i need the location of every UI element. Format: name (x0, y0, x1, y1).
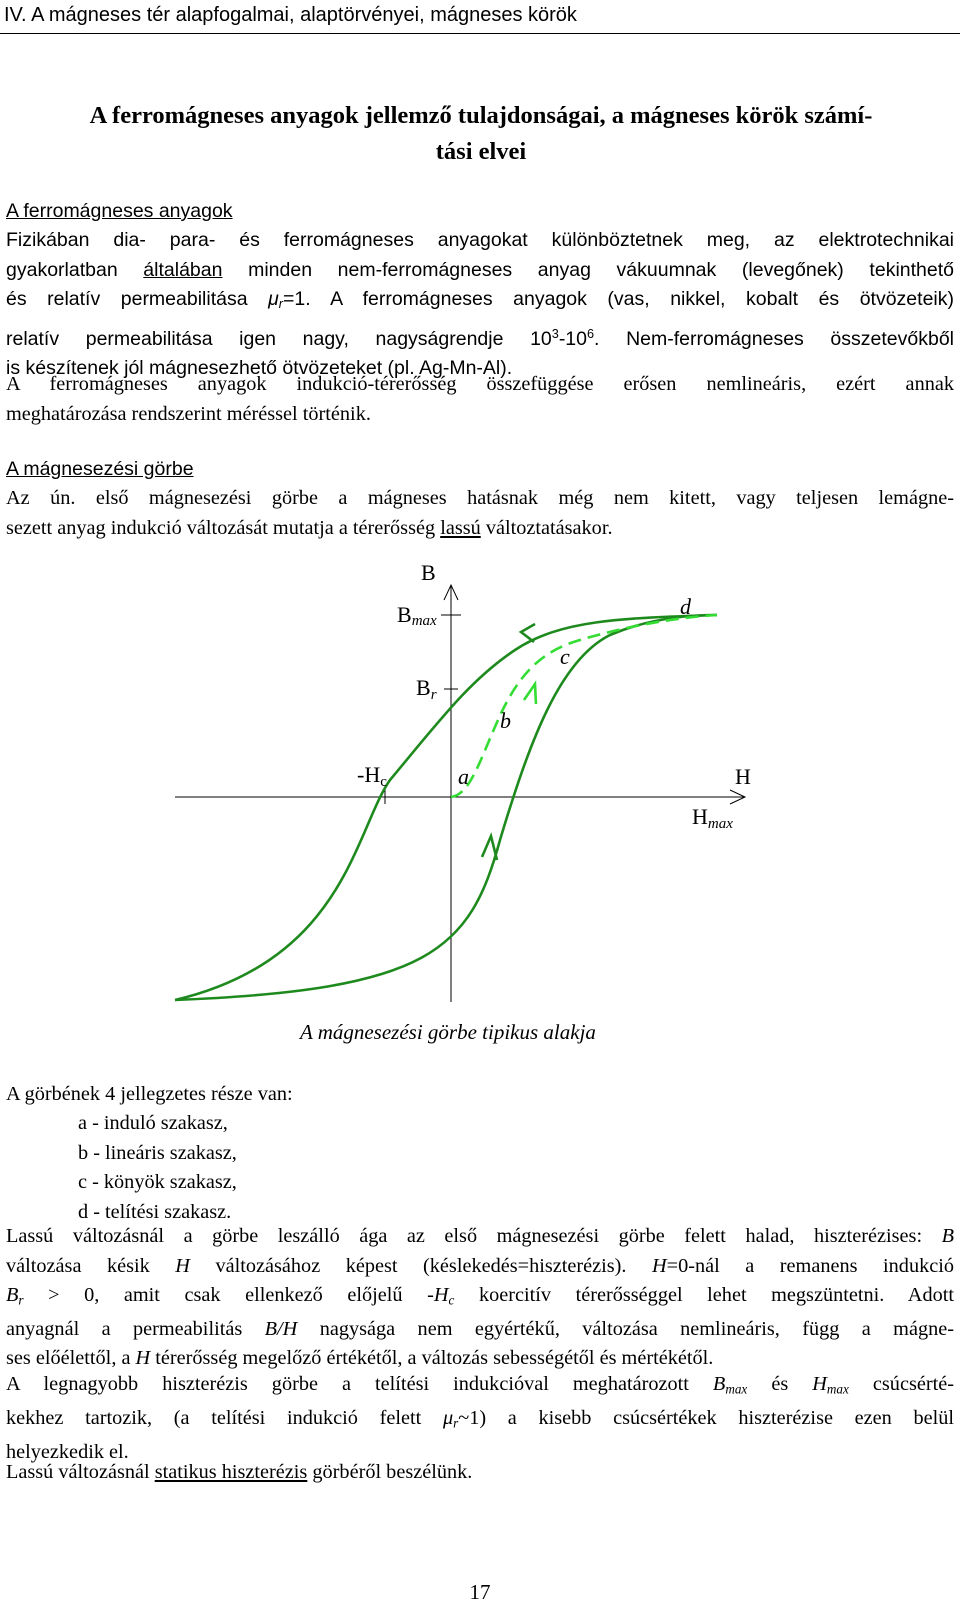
figure-caption: A mágnesezési görbe tipikus alakja (300, 1020, 596, 1044)
list-intro: A görbének 4 jellegzetes része van: (6, 1083, 293, 1105)
label-b-axis: B (421, 560, 436, 585)
paragraph-hysteresis (6, 1222, 954, 1374)
initial-curve-arrow (524, 684, 536, 704)
label-hmax: Hmax (692, 804, 733, 832)
text-line: $B_r > 0$, amit csak ellenkező előjelű $-H_c$ koercitív térerősséggel lehet megszüntetni. Adott (6, 1284, 954, 1308)
text-line: A ferromágneses anyagok indukció-térerősség összefüggése erősen nemlineáris, ezért annak (6, 373, 954, 395)
list-item: d - telítési szakasz. (78, 1200, 232, 1223)
text-line: anyagnál a permeabilitás B/H nagysága nem egyértékű, változása nemlineáris, függ a mágne- (6, 1317, 954, 1340)
list-item: a - induló szakasz, (78, 1112, 228, 1134)
page-title-line-1: A ferromágneses anyagok jellemző tulajdonságai, a mágneses körök számí- (89, 102, 873, 129)
section-heading-magnetization-curve: A mágnesezési görbe (6, 458, 194, 480)
list-item: b - lineáris szakasz, (78, 1141, 237, 1164)
text-line: meghatározása rendszerint méréssel történik. (6, 402, 371, 425)
paragraph-static-hysteresis: Lassú változásnál statikus hiszterézis görbéről beszélünk. (6, 1461, 473, 1483)
curve-parts-list (78, 1109, 237, 1227)
label-point-a: a (458, 764, 469, 789)
label-br: Br (416, 675, 437, 703)
page-title-line-2: tási elvei (435, 138, 527, 165)
running-header-title: IV. A mágneses tér alapfogalmai, alaptörvényei, mágneses körök (4, 4, 577, 26)
text-line: is készítenek jól mágnesezhető ötvözeteket (pl. Ag-Mn-Al). (6, 357, 513, 380)
list-item: c - könyök szakasz, (78, 1171, 237, 1193)
text-line: és relatív permeabilitása $\mu_r=1$. A ferromágneses anyagok (vas, nikkel, kobalt és ötvözeteik) (6, 288, 954, 312)
section-heading-ferromagnetic: A ferromágneses anyagok (6, 200, 233, 222)
text-line: kekhez tartozik, (a telítési indukció felett $\mu_r\sim 1$) a kisebb csúcsértékek hiszterézise ezen belül (6, 1406, 955, 1431)
initial-curve (451, 615, 717, 797)
label-point-c: c (560, 644, 570, 669)
text-line: Lassú változásnál a görbe leszálló ága az első mágnesezési görbe felett halad, hiszterézises: B (6, 1225, 954, 1247)
label-point-b: b (500, 708, 511, 733)
label-minus-hc: -Hc (357, 762, 387, 790)
text-line: változása késik H változásához képest (késlekedés=hiszterézis). H=0-nál a remanens indukció (6, 1254, 955, 1277)
initial-magnetization-curve (451, 615, 717, 797)
label-h-axis: H (735, 764, 751, 789)
text-line: helyezkedik el. (6, 1440, 129, 1463)
text-line: gyakorlatban általában minden nem-ferromágneses anyag vákuumnak (levegőnek) tekinthető (6, 258, 954, 281)
paragraph-largest-loop (6, 1370, 954, 1467)
page-number: 17 (469, 1580, 491, 1604)
text-line: relatív permeabilitása igen nagy, nagyságrendje $10^3-10^6$. Nem-ferromágneses összetevőkből (6, 326, 954, 350)
text-line: Az ún. első mágnesezési görbe a mágneses hatásnak még nem kitett, vagy teljesen lemágne- (6, 487, 954, 509)
text-line: sezett anyag indukció változását mutatja a térerősség lassú változtatásakor. (6, 516, 613, 539)
text-line: Fizikában dia- para- és ferromágneses anyagokat különböztetnek meg, az elektrotechnikai (6, 229, 954, 251)
label-bmax: Bmax (397, 602, 437, 629)
ascending-branch (175, 615, 717, 1000)
label-point-d: d (680, 594, 691, 619)
text-line: A legnagyobb hiszterézis görbe a telítési indukcióval meghatározott $B_{max}$ és $H_{max}$ csúcsérté- (6, 1373, 954, 1397)
text-line: ses előélettől, a H térerősség megelőző értékétől, a változás sebességétől és mértékétől. (6, 1347, 714, 1370)
hysteresis-loop (175, 615, 717, 1000)
